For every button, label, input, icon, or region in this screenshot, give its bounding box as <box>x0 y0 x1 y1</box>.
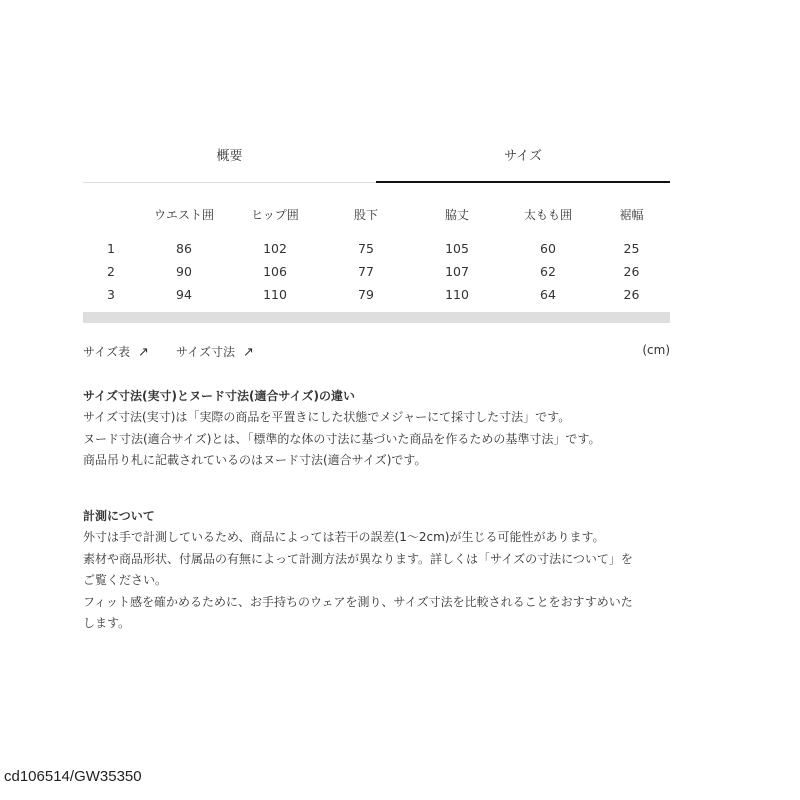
table-header-row <box>83 200 670 228</box>
section-line: します。 <box>83 616 131 630</box>
size-dimensions-link[interactable] <box>176 343 254 360</box>
external-link-icon: ↗ <box>138 345 149 360</box>
product-code: cd106514/GW35350 <box>4 768 142 785</box>
section-title: 計測について <box>83 509 155 523</box>
size-table <box>83 200 670 306</box>
table-cell: 75 <box>358 241 374 256</box>
size-dimensions-link-label: サイズ寸法 <box>176 345 236 359</box>
tab-bar <box>83 140 670 183</box>
header-inseam: 股下 <box>353 207 378 222</box>
header-hip: ヒップ囲 <box>251 207 299 222</box>
header-size <box>83 200 139 228</box>
table-cell: 2 <box>107 264 115 279</box>
table-cell: 110 <box>263 287 287 302</box>
table-row <box>83 283 670 306</box>
table-row <box>83 260 670 283</box>
table-cell: 25 <box>623 241 640 256</box>
tab-size[interactable]: サイズ <box>376 140 670 183</box>
section-line: ご覧ください。 <box>83 573 168 587</box>
table-cell: 60 <box>540 241 556 256</box>
table-cell: 106 <box>263 264 287 279</box>
header-side-length: 脇丈 <box>444 207 469 222</box>
measurement-section <box>83 506 683 635</box>
section-line: ヌード寸法(適合サイズ)とは、「標準的な体の寸法に基づいた商品を作るための基準寸法」です。 <box>83 431 601 446</box>
header-hem-width: 裾幅 <box>619 207 644 222</box>
external-link-icon: ↗ <box>243 345 254 360</box>
section-line: サイズ寸法(実寸)は「実際の商品を平置きにした状態でメジャーにて採寸した寸法」です。 <box>83 410 571 424</box>
section-title: サイズ寸法(実寸)とヌード寸法(適合サイズ)の違い <box>83 389 356 403</box>
size-chart-link[interactable] <box>83 343 149 360</box>
section-line: 外寸は手で計測しているため、商品によっては若干の誤差(1〜2cm)が生じる可能性があります。 <box>83 530 605 544</box>
table-row <box>83 237 670 260</box>
table-cell: 90 <box>176 264 192 279</box>
header-thigh: 太もも囲 <box>523 207 572 222</box>
table-cell: 26 <box>623 287 640 302</box>
section-line: フィット感を確かめるために、お手持ちのウェアを測り、サイズ寸法を比較されることをおすすめいた <box>83 594 633 609</box>
table-cell: 102 <box>263 241 287 256</box>
table-cell: 64 <box>540 287 556 302</box>
size-chart-link-label: サイズ表 <box>83 345 131 359</box>
size-links-row <box>83 343 670 361</box>
table-spacer <box>83 228 670 237</box>
table-cell: 110 <box>445 287 469 302</box>
table-cell: 94 <box>176 287 192 302</box>
tab-overview[interactable]: 概要 <box>216 149 243 164</box>
horizontal-scrollbar[interactable] <box>83 312 670 323</box>
table-cell: 77 <box>358 264 374 279</box>
header-waist: ウエスト囲 <box>153 207 214 222</box>
section-line: 商品吊り札に記載されているのはヌード寸法(適合サイズ)です。 <box>83 453 427 467</box>
section-line: 素材や商品形状、付属品の有無によって計測方法が異なります。詳しくは「サイズの寸法について」を <box>83 551 633 566</box>
table-cell: 62 <box>540 264 556 279</box>
table-cell: 3 <box>107 287 115 302</box>
table-cell: 79 <box>358 287 374 302</box>
table-cell: 26 <box>623 264 640 279</box>
size-difference-section <box>83 386 683 472</box>
table-cell: 105 <box>445 241 469 256</box>
table-cell: 1 <box>107 241 115 256</box>
table-cell: 107 <box>445 264 469 279</box>
table-cell: 86 <box>176 241 192 256</box>
unit-label: (cm) <box>642 343 670 357</box>
